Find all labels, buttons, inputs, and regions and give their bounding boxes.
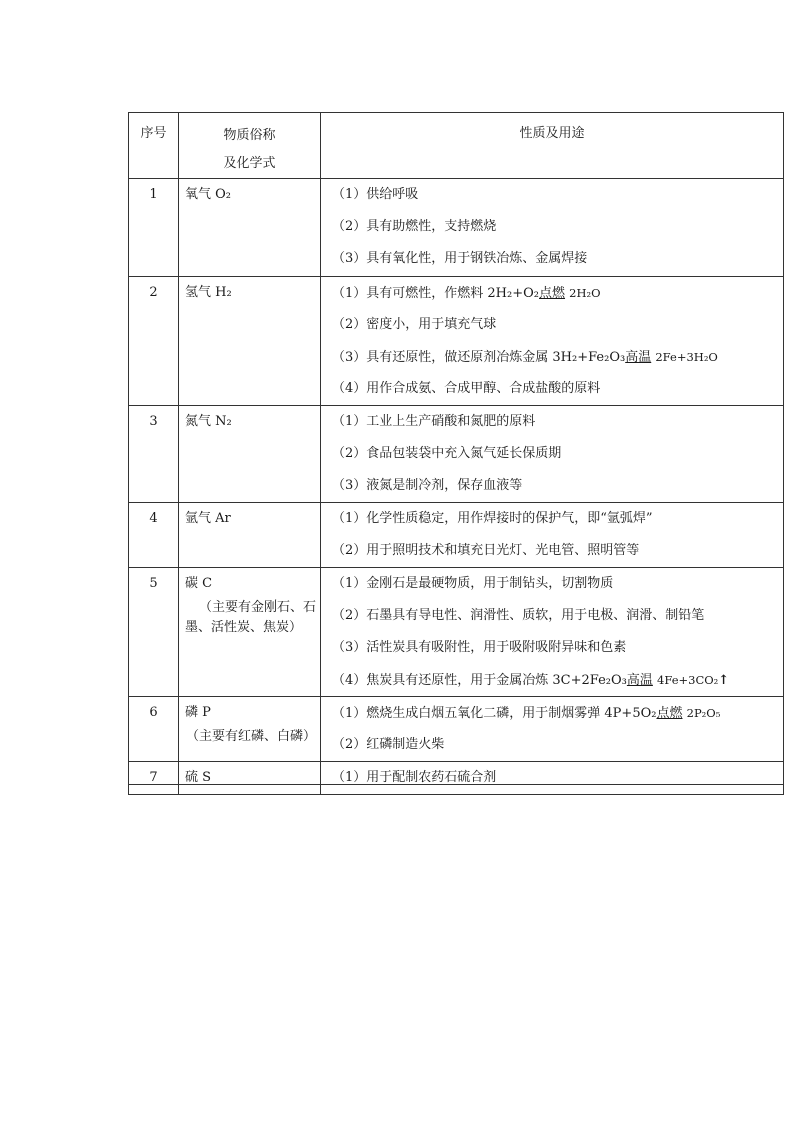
table-row xyxy=(129,277,784,406)
row-props xyxy=(321,762,784,795)
row-num: 3 xyxy=(129,406,179,503)
substance-name: 碳 C xyxy=(185,576,213,591)
substance-name: 氧气 O₂ xyxy=(185,187,232,202)
prop-line xyxy=(332,664,783,696)
reaction-product: 2Fe+3H₂O xyxy=(655,350,718,364)
prop-line: （1）用于配制农药石硫合剂 xyxy=(332,770,497,785)
prop-line: （2）密度小，用于填充气球 xyxy=(332,317,497,332)
prop-text: （4）焦炭具有还原性，用于金属冶炼 3C+2Fe₂O₃ xyxy=(332,673,627,688)
row-num: 7 xyxy=(129,762,179,795)
prop-line: （2）食品包装袋中充入氮气延长保质期 xyxy=(332,446,562,461)
reaction-condition: 高温 xyxy=(626,673,653,688)
row-props xyxy=(321,179,784,277)
row-num: 2 xyxy=(129,277,179,406)
table-header-row xyxy=(129,113,784,179)
row-name xyxy=(179,568,321,697)
substance-forms: （主要有金刚石、石 xyxy=(198,600,316,615)
row-props xyxy=(321,406,784,503)
prop-text: （1）燃烧生成白烟五氧化二磷，用于制烟雾弹 4P+5O₂ xyxy=(332,706,657,721)
prop-line: （3）活性炭具有吸附性，用于吸附吸附异味和色素 xyxy=(332,640,627,655)
prop-text: （1）具有可燃性，作燃料 2H₂+O₂ xyxy=(332,286,539,301)
row-num: 4 xyxy=(129,503,179,568)
table-row xyxy=(129,503,784,568)
reaction-product: 2P₂O₅ xyxy=(686,706,721,720)
prop-line xyxy=(332,341,783,373)
substance-table xyxy=(128,112,784,795)
prop-line: （4）用作合成氨、合成甲醇、合成盐酸的原料 xyxy=(332,381,601,396)
prop-line: （3）液氮是制冷剂，保存血液等 xyxy=(332,478,523,493)
reaction-condition: 点燃 xyxy=(539,286,566,301)
row-name xyxy=(179,277,321,406)
substance-name: 氩气 Ar xyxy=(185,511,231,526)
reaction-condition: 高温 xyxy=(625,350,652,365)
prop-text: （3）具有还原性，做还原剂冶炼金属 3H₂+Fe₂O₃ xyxy=(332,350,626,365)
substance-name: 氮气 N₂ xyxy=(185,414,232,429)
substance-name: 磷 P xyxy=(185,705,211,720)
table-row xyxy=(129,762,784,795)
prop-line: （3）具有氧化性，用于钢铁冶炼、金属焊接 xyxy=(332,251,588,266)
row-props xyxy=(321,697,784,762)
row-num: 6 xyxy=(129,697,179,762)
row-props xyxy=(321,568,784,697)
prop-line xyxy=(332,697,783,729)
table-row xyxy=(129,179,784,277)
row-props xyxy=(321,277,784,406)
table-row xyxy=(129,568,784,697)
header-name-line1: 物质俗称 xyxy=(223,128,276,143)
row-num: 5 xyxy=(129,568,179,697)
prop-line: （2）具有助燃性，支持燃烧 xyxy=(332,219,497,234)
prop-line: （1）化学性质稳定，用作焊接时的保护气，即“氩弧焊” xyxy=(332,511,653,526)
row-num: 1 xyxy=(129,179,179,277)
prop-line xyxy=(332,277,783,309)
prop-line: （1）工业上生产硝酸和氮肥的原料 xyxy=(332,414,536,429)
table-row xyxy=(129,697,784,762)
reaction-product: 2H₂O xyxy=(569,286,601,300)
row-name xyxy=(179,179,321,277)
row-name xyxy=(179,762,321,795)
substance-name: 硫 S xyxy=(185,770,212,785)
header-num: 序号 xyxy=(129,113,179,179)
substance-forms: （主要有红磷、白磷） xyxy=(185,729,316,744)
prop-line: （2）石墨具有导电性、润滑性、质软，用于电极、润滑、制铅笔 xyxy=(332,608,705,623)
substance-name: 氢气 H₂ xyxy=(185,285,232,300)
table-row xyxy=(129,406,784,503)
prop-line: （1）供给呼吸 xyxy=(332,187,419,202)
reaction-condition: 点燃 xyxy=(656,706,683,721)
prop-line: （1）金刚石是最硬物质，用于制钻头，切割物质 xyxy=(332,576,614,591)
reaction-product: 4Fe+3CO₂ xyxy=(657,673,719,687)
prop-line: （2）红磷制造火柴 xyxy=(332,737,445,752)
row-name xyxy=(179,406,321,503)
header-props: 性质及用途 xyxy=(321,113,784,179)
header-name xyxy=(179,113,321,179)
row-name xyxy=(179,503,321,568)
row-name xyxy=(179,697,321,762)
substance-forms: 墨、活性炭、焦炭） xyxy=(185,620,303,635)
table-bottom-border xyxy=(128,784,783,785)
prop-line: （2）用于照明技术和填充日光灯、光电管、照明管等 xyxy=(332,543,640,558)
row-props xyxy=(321,503,784,568)
gas-arrow: ↑ xyxy=(718,673,730,688)
header-name-line2: 及化学式 xyxy=(223,156,276,171)
